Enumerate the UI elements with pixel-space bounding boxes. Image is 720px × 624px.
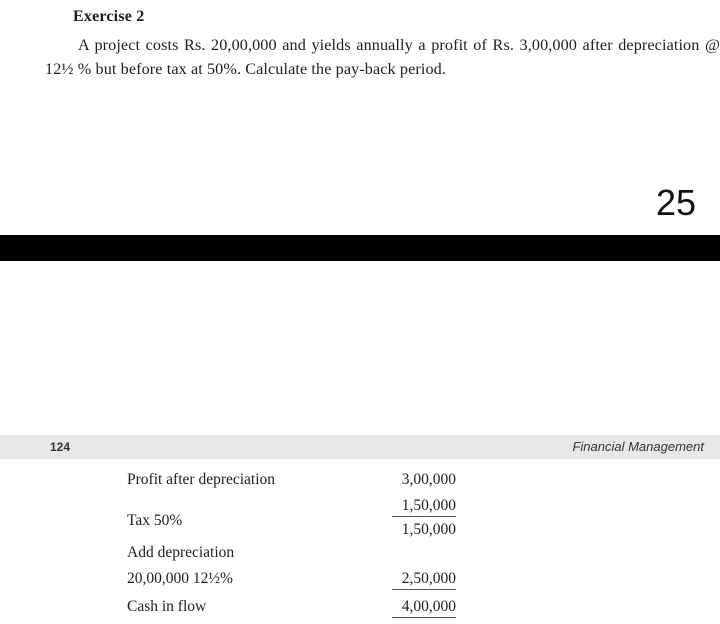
row-label-cash-inflow: Cash in flow bbox=[127, 598, 207, 615]
book-title: Financial Management bbox=[572, 439, 704, 454]
page-number: 124 bbox=[50, 440, 71, 454]
row-label-depreciation-calc: 20,00,000 12½% bbox=[127, 570, 233, 587]
black-divider-bar bbox=[0, 235, 720, 261]
row-label-tax: Tax 50% bbox=[127, 512, 183, 529]
row-label-add-depreciation: Add depreciation bbox=[127, 544, 235, 561]
slide-number: 25 bbox=[655, 182, 696, 223]
row-label-profit: Profit after depreciation bbox=[127, 471, 276, 488]
row-amount-depreciation: 2,50,000 bbox=[392, 570, 456, 590]
row-amount-profit: 3,00,000 bbox=[401, 471, 456, 488]
exercise-title: Exercise 2 bbox=[73, 8, 145, 25]
exercise-text: A project costs Rs. 20,00,000 and yields annually a profit of Rs. 3,00,000 after depreciation @ 12½ % but before tax at 50%. Calculate the pay-back period. bbox=[45, 36, 720, 78]
row-amount-tax-deduction: 1,50,000 bbox=[392, 497, 456, 517]
row-amount-after-tax: 1,50,000 bbox=[401, 521, 456, 538]
row-amount-cash-inflow: 4,00,000 bbox=[392, 598, 456, 618]
